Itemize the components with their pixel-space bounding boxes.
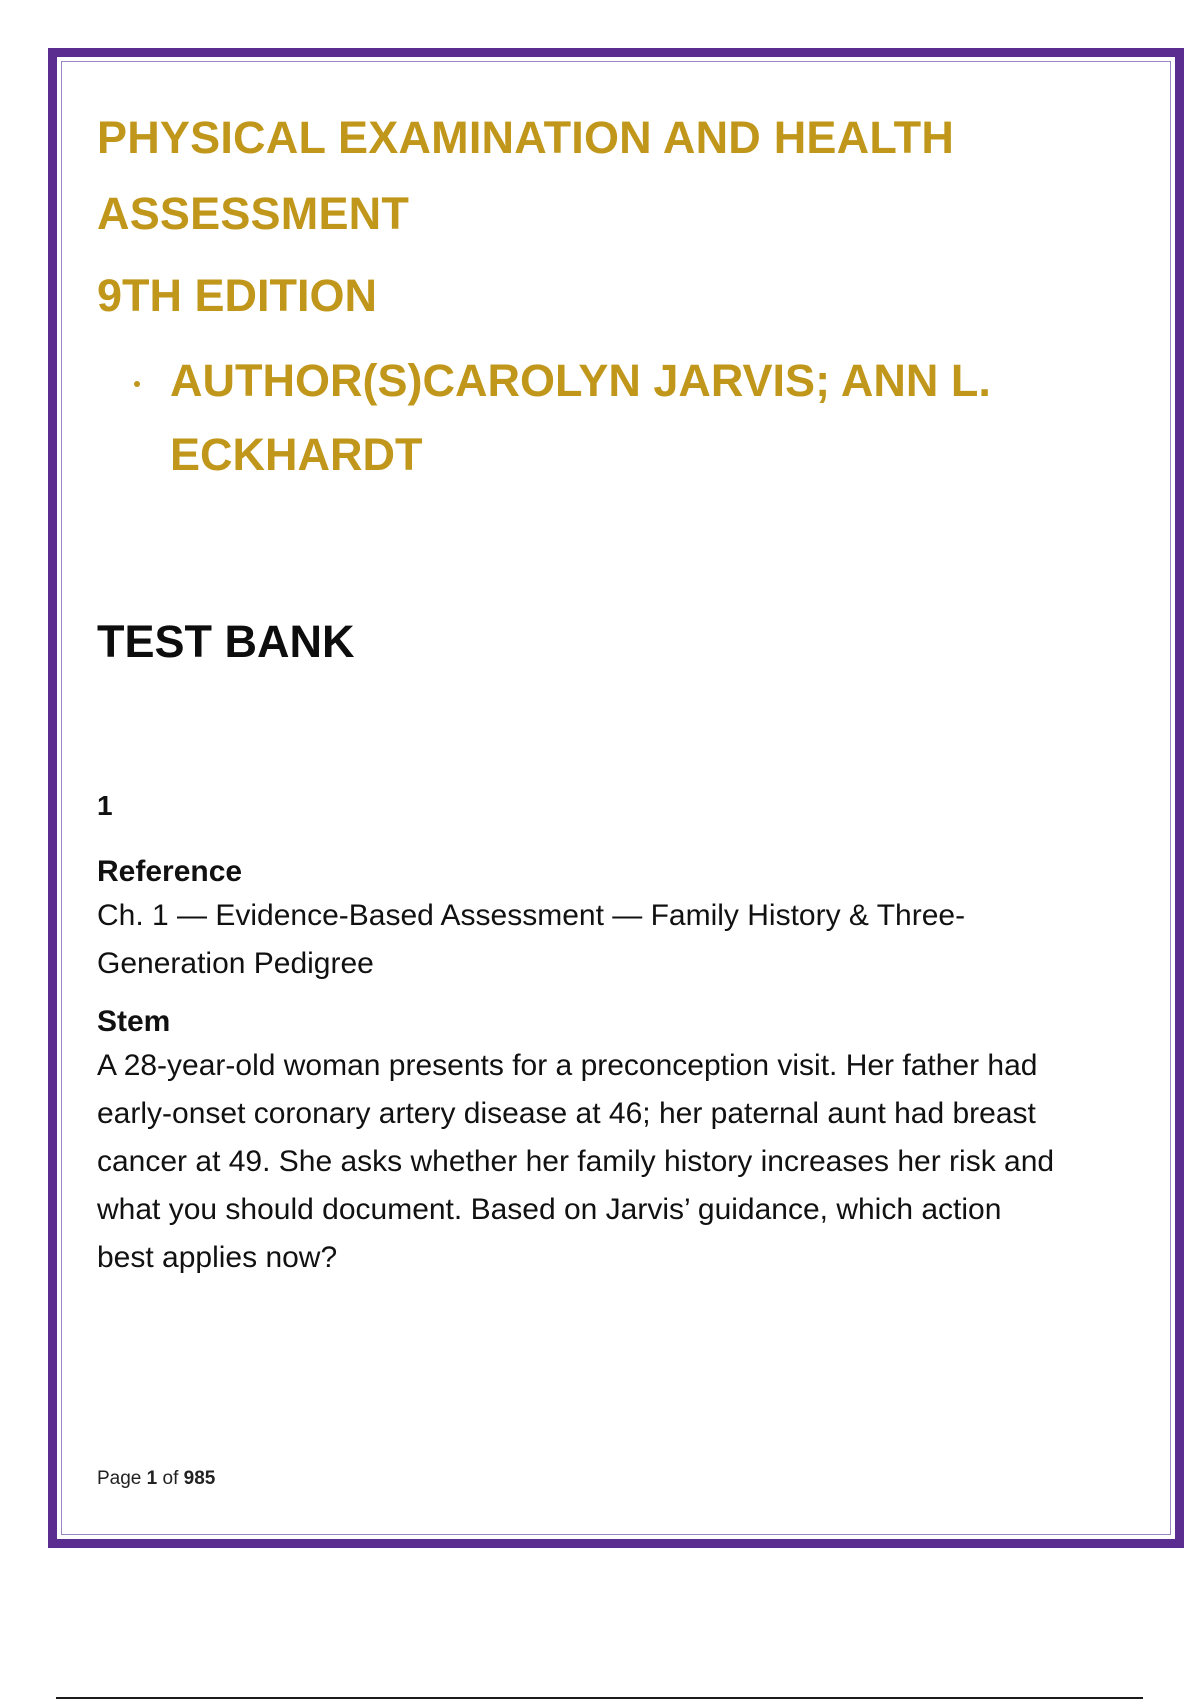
document-title: PHYSICAL EXAMINATION AND HEALTH ASSESSMENT	[97, 112, 955, 239]
page-prefix: Page	[97, 1468, 142, 1489]
page-footer	[97, 1468, 215, 1490]
stem-text: A 28-year-old woman presents for a preconception visit. Her father had early-onset coronary artery disease at 46; her paternal aunt had breast cancer at 49. She asks whether her family history increases her risk and what you should document. Based on Jarvis’ guidance, which action best applies now?	[97, 1049, 1055, 1274]
page-bottom-divider	[56, 1697, 1143, 1699]
current-page-number: 1	[146, 1468, 158, 1489]
reference-text: Ch. 1 — Evidence-Based Assessment — Family History & Three-Generation Pedigree	[97, 899, 966, 980]
author-text: AUTHOR(S)CAROLYN JARVIS; ANN L. ECKHARDT	[170, 355, 991, 480]
author-list-item	[97, 344, 1087, 492]
question-number: 1	[97, 790, 113, 821]
page-of-label: of	[162, 1468, 179, 1489]
reference-label: Reference	[97, 855, 243, 888]
author-list	[97, 344, 1087, 492]
test-bank-heading: TEST BANK	[97, 616, 355, 667]
page-content	[97, 100, 1087, 1282]
stem-label: Stem	[97, 1005, 171, 1038]
total-pages-number: 985	[183, 1468, 216, 1489]
document-edition: 9TH EDITION	[97, 270, 378, 321]
bullet-icon	[134, 381, 140, 387]
